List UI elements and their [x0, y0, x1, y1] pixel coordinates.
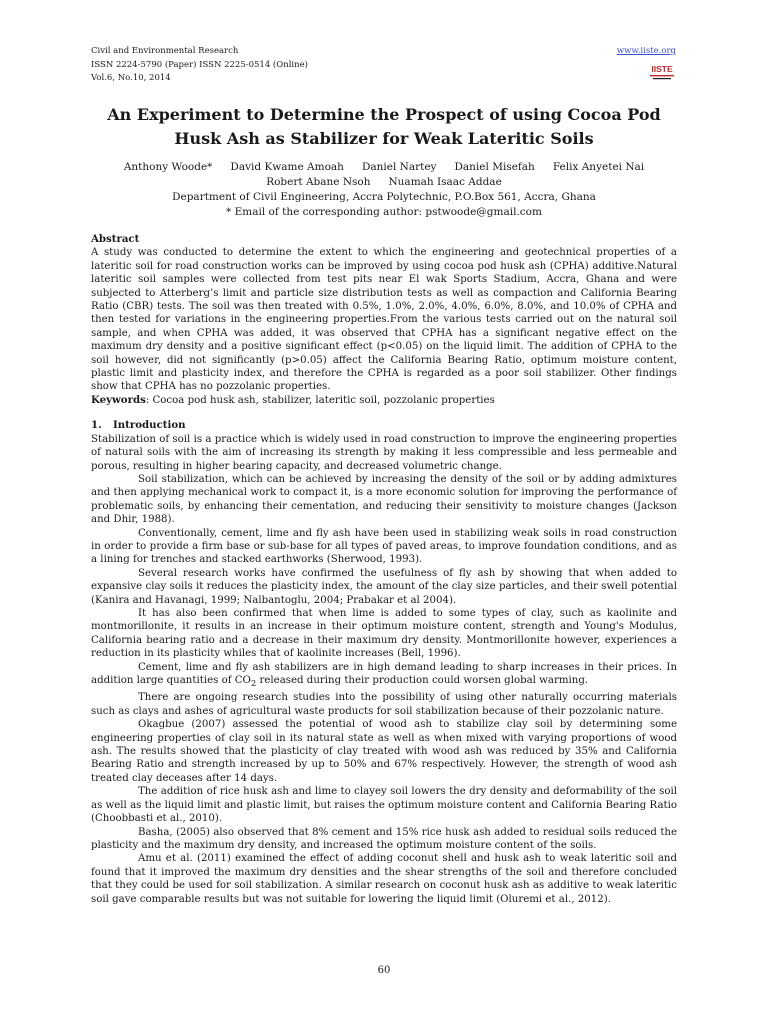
section-title: Introduction: [113, 419, 186, 432]
issn-line: ISSN 2224-5790 (Paper) ISSN 2225-0514 (Online): [91, 59, 308, 70]
abstract-text: A study was conducted to determine the extent to which the engineering and geotechnical properties of a lateritic soil for road construction works can be improved by using cocoa pod husk ash (CPHA) additive.Natural lateritic soil samples were collected from test pits near El wak Sports Stadium, Accra, Ghana and were subjected to Atterberg’s limit and particle size distribution tests as well as compaction and California Bearing Ratio (CBR) tests. The soil was then treated with 0.5%, 1.0%, 2.0%, 4.0%, 6.0%, 8.0%, and 10.0% of CPHA and then tested for variations in the engineering properties.From the various tests carried out on the natural soil sample, and when CPHA was added, it was observed that CPHA has a significant negative effect on the maximum dry density and a positive significant effect (p<0.05) on the liquid limit. The addition of CPHA to the soil however, did not significantly (p>0.05) affect the California Bearing Ratio, optimum moisture content, plastic limit and plasticity index, and therefore the CPHA is regarded as a poor soil stabilizer. Other findings show that CPHA has no pozzolanic properties.: [91, 247, 677, 393]
author-name: David Kwame Amoah: [230, 161, 344, 173]
intro-paragraph: The addition of rice husk ash and lime to clayey soil lowers the dry density and deformability of the soil as well as the liquid limit and plastic limit, but raises the optimum moisture content and California Bearing Ratio (Choobbasti et al., 2010).: [91, 786, 677, 825]
intro-paragraph: Amu et al. (2011) examined the effect of adding coconut shell and husk ash to weak lateritic soil and found that it improved the maximum dry densities and the shear strengths of the soil and therefore concluded that they could be used for soil stabilization. A similar research on coconut husk ash as additive to weak lateritic soil gave comparable results but was not suitable for lowering the liquid limit (Oluremi et al., 2012).: [91, 853, 677, 905]
affiliation: Department of Civil Engineering, Accra Polytechnic, P.O.Box 561, Accra, Ghana: [172, 191, 596, 203]
keywords-label: Keywords: [91, 393, 146, 406]
intro-paragraph: Conventionally, cement, lime and fly ash have been used in stabilizing weak soils in road construction in order to provide a firm base or sub-base for all types of paved areas, to improve foundation conditions, and as a lining for trenches and stacked earthworks (Sherwood, 1993).: [91, 527, 677, 566]
page-number: 60: [377, 965, 391, 976]
volume-line: Vol.6, No.10, 2014: [91, 73, 171, 83]
co2-subscript: 2: [250, 679, 257, 690]
iiste-logo: [648, 62, 676, 82]
author-name: Anthony Woode*: [123, 161, 213, 173]
intro-paragraph: Stabilization of soil is a practice which is widely used in road construction to improve the engineering properties of natural soils with the aim of increasing its strength by making it less compressible and less permeable and porous, resulting in higher bearing capacity, and decreased volumetric change.: [91, 433, 677, 472]
paper-title: [92, 103, 676, 151]
journal-name: Civil and Environmental Research: [91, 46, 239, 56]
intro-paragraph: There are ongoing research studies into the possibility of using other naturally occurring materials such as clays and ashes of agricultural waste products for soil stabilization because of their pozzolanic nature.: [91, 692, 677, 717]
intro-paragraph: Basha, (2005) also observed that 8% cement and 15% rice husk ash added to residual soils reduced the plasticity and the maximum dry density, and increased the optimum moisture content of the soils.: [91, 826, 677, 851]
intro-paragraph: Okagbue (2007) assessed the potential of wood ash to stabilize clay soil by determining some engineering properties of clay soil in its natural state as well as when mixed with varying proportions of wood ash. The results showed that the plasticity of clay treated with wood ash was reduced by 35% and California Bearing Ratio and strength increased by up to 50% and 67% respectively. However, the strength of wood ash treated clay deceases after 14 days.: [91, 719, 677, 784]
title-line-2: Husk Ash as Stabilizer for Weak Lateritic Soils: [174, 129, 594, 148]
intro-paragraph: Several research works have confirmed the usefulness of fly ash by showing that when added to expansive clay soils it reduces the plasticity index, the amount of the clay size particles, and their swell potential (Kanira and Havanagi, 1999; Nalbantoglu, 2004; Prabakar et al 2004).: [91, 567, 677, 606]
paper-body: [91, 233, 677, 906]
journal-url-link[interactable]: www.iiste.org: [616, 46, 676, 56]
abstract-heading: Abstract: [91, 233, 140, 245]
author-row-2: [92, 175, 676, 190]
intro-paragraph: Soil stabilization, which can be achieved by increasing the density of the soil or by adding admixtures and then applying mechanical work to compact it, is a more economic solution for improving the performance of problematic soils, by enhancing their cementation, and reducing their sensitivity to moisture changes (Jackson and Dhir, 1988).: [91, 473, 677, 526]
iiste-logo-text: IISTE: [651, 64, 673, 74]
author-name: Nuamah Isaac Addae: [388, 176, 502, 188]
intro-paragraph: [91, 661, 677, 692]
author-name: Robert Abane Nsoh: [266, 176, 371, 188]
journal-header-right: [612, 45, 676, 86]
intro-text: released during their production could worsen global warming.: [256, 675, 589, 686]
keywords-text: : Cocoa pod husk ash, stabilizer, lateritic soil, pozzolanic properties: [145, 394, 495, 406]
intro-paragraph: It has also been confirmed that when lime is added to some types of clay, such as kaolinite and montmorillonite, it results in an increase in their optimum moisture content, strength and Young's Modulus, California bearing ratio and a decrease in their maximum dry density. Montmorillonite however, experiences a reduction in its plasticity whiles that of kaolinite increases (Bell, 1996).: [91, 607, 677, 660]
section-number: 1.: [91, 419, 102, 432]
author-name: Daniel Nartey: [361, 161, 437, 173]
journal-header: [91, 45, 308, 86]
title-line-1: An Experiment to Determine the Prospect of using Cocoa Pod: [107, 105, 661, 124]
author-block: [92, 160, 676, 220]
author-name: Daniel Misefah: [454, 161, 535, 173]
author-name: Felix Anyetei Nai: [552, 161, 645, 173]
section-heading-introduction: [91, 419, 677, 432]
keywords-line: [91, 394, 677, 407]
corresponding-email: * Email of the corresponding author: pstwoode@gmail.com: [226, 206, 542, 218]
intro-text: Cement, lime and fly ash stabilizers are in high demand leading to sharp increases in their prices. In addition large quantities of CO: [91, 661, 677, 686]
author-row-1: [92, 160, 676, 175]
